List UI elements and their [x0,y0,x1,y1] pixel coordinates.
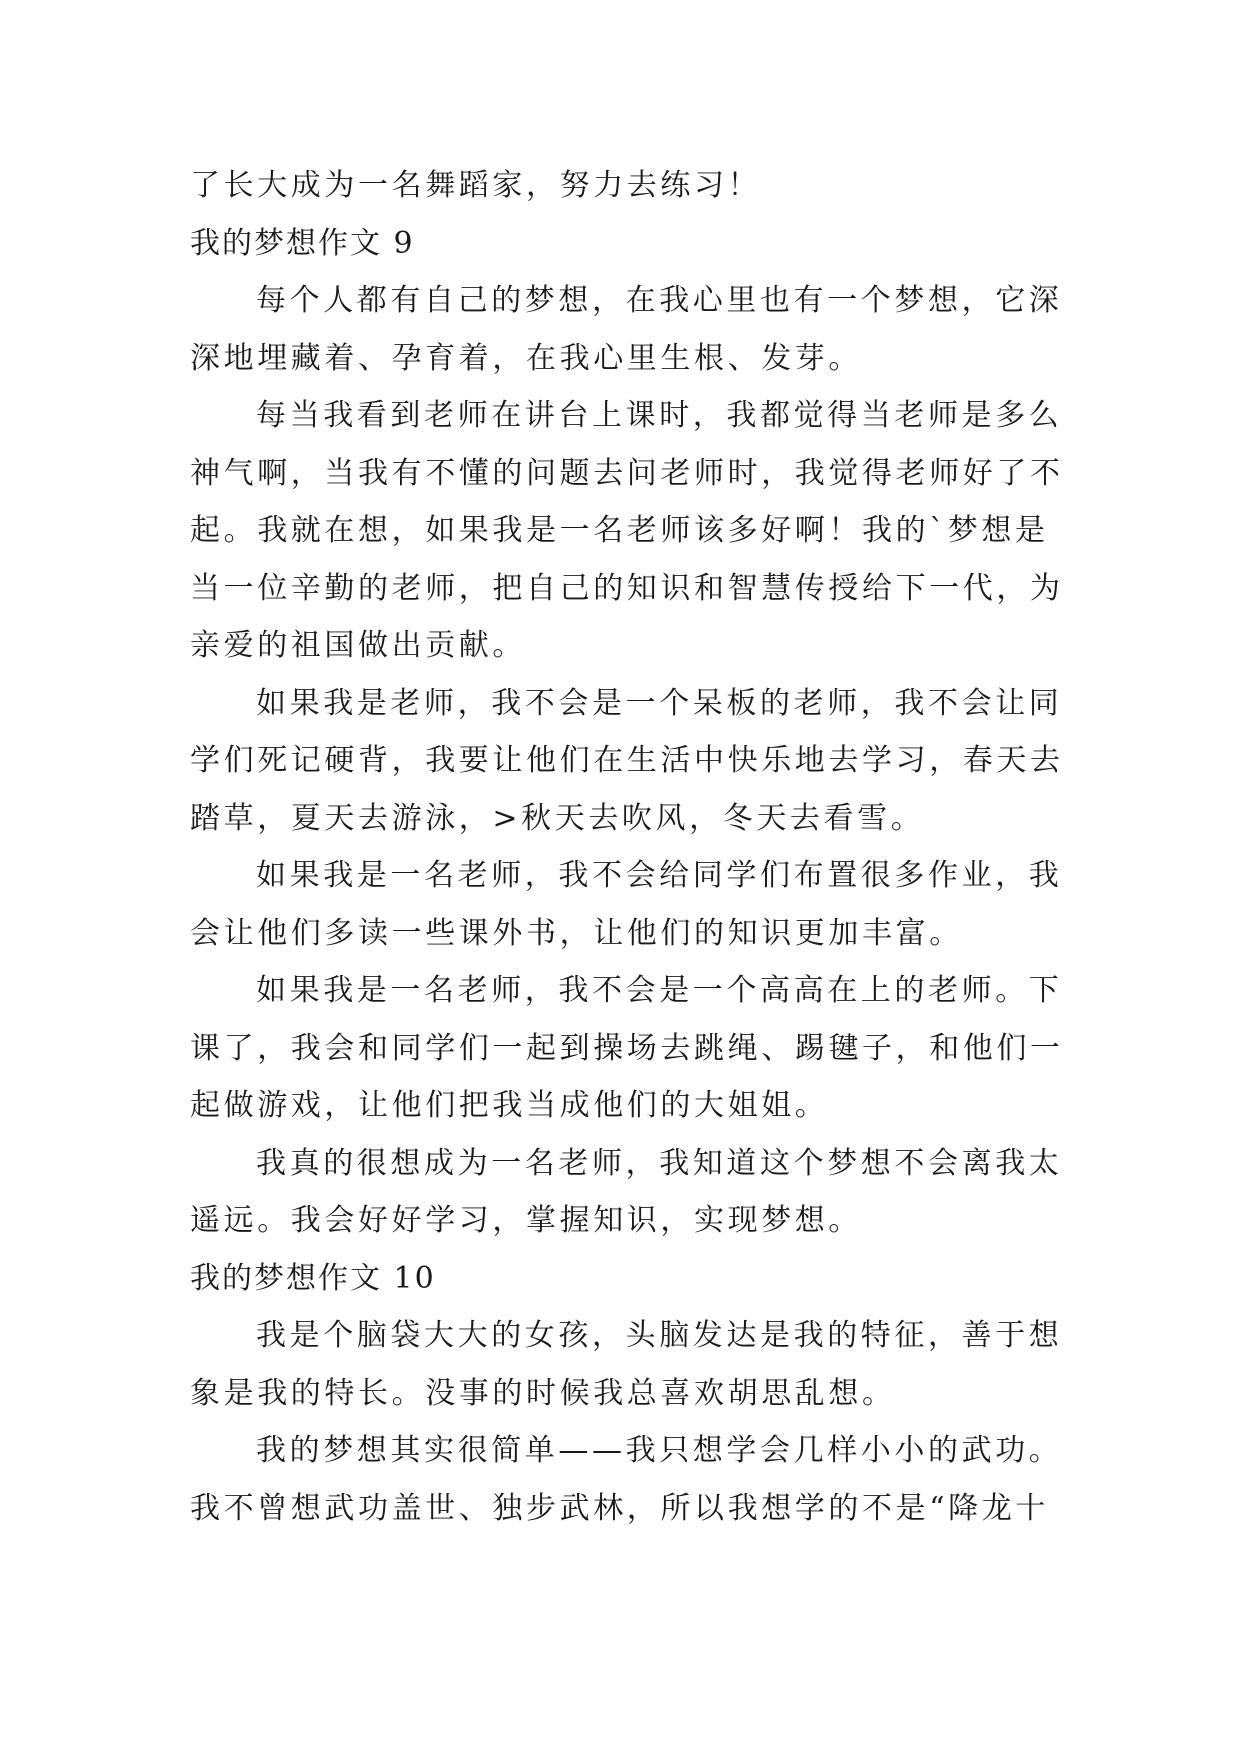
text-line: 神气啊，当我有不懂的问题去问老师时，我觉得老师好了不 [190,455,1064,491]
text-line: 深地埋藏着、孕育着，在我心里生根、发芽。 [190,340,862,376]
text-line: 我不曾想武功盖世、独步武林，所以我想学的不是“降龙十 [190,1490,1049,1526]
text-line: 起。我就在想，如果我是一名老师该多好啊！我的`梦想是 [190,513,1049,548]
text-line: 亲爱的祖国做出贡献。 [190,628,526,663]
text-line: 我真的很想成为一名老师，我知道这个梦想不会离我太 [256,1145,1063,1181]
text-line: 起做游戏，让他们把我当成他们的大姐姐。 [190,1088,829,1123]
section-heading: 我的梦想作文 9 [190,225,415,261]
text-line: 遥远。我会好好学习，掌握知识，实现梦想。 [190,1203,862,1238]
text-line: 我的梦想其实很简单——我只想学会几样小小的武功。 [256,1433,1063,1468]
text-line: 课了，我会和同学们一起到操场去跳绳、踢毽子，和他们一 [190,1030,1064,1066]
document-body [190,157,1064,1537]
section-heading: 我的梦想作文 10 [190,1260,436,1296]
text-line: 了长大成为一名舞蹈家，努力去练习！ [190,168,762,203]
text-line: 象是我的特长。没事的时候我总喜欢胡思乱想。 [190,1375,896,1411]
text-line: 我是个脑袋大大的女孩，头脑发达是我的特征，善于想 [256,1318,1063,1353]
text-line: 每个人都有自己的梦想，在我心里也有一个梦想，它深 [256,283,1063,318]
text-line: 如果我是一名老师，我不会给同学们布置很多作业，我 [256,858,1063,893]
text-line: 踏草，夏天去游泳，>秋天去吹风，冬天去看雪。 [190,800,925,836]
text-line: 当一位辛勤的老师，把自己的知识和智慧传授给下一代，为 [190,570,1064,606]
text-line: 学们死记硬背，我要让他们在生活中快乐地去学习，春天去 [190,743,1064,778]
text-line: 每当我看到老师在讲台上课时，我都觉得当老师是多么 [256,398,1063,433]
text-line: 会让他们多读一些课外书，让他们的知识更加丰富。 [190,915,963,951]
text-line: 如果我是老师，我不会是一个呆板的老师，我不会让同 [256,685,1063,721]
text-line: 如果我是一名老师，我不会是一个高高在上的老师。下 [256,973,1063,1008]
